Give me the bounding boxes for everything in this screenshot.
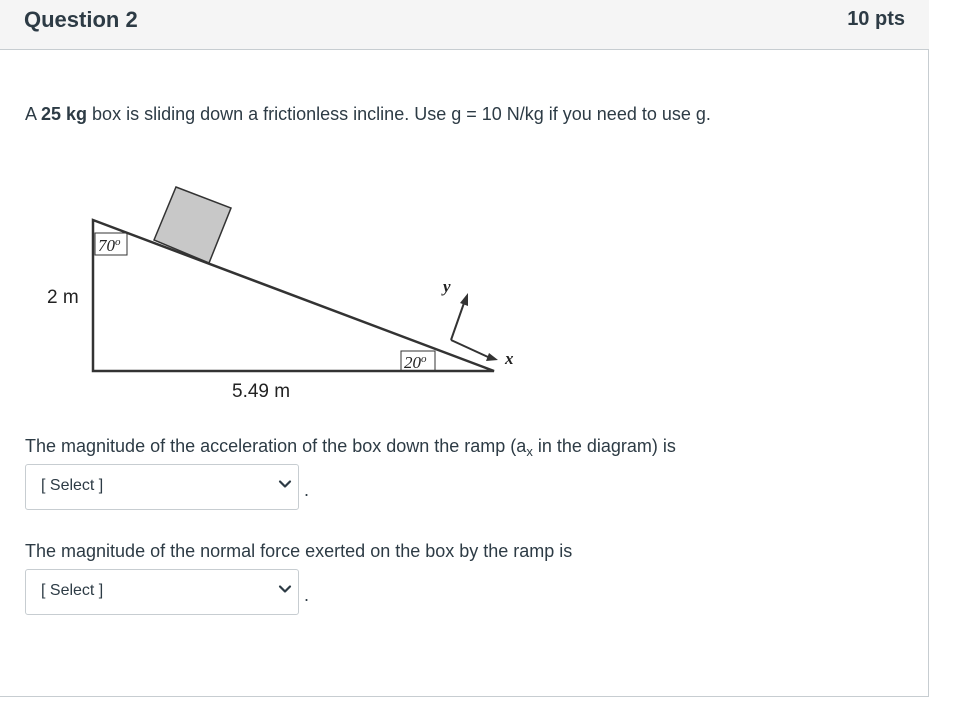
- intro-mass: 25 kg: [41, 104, 88, 124]
- intro-prefix: A: [25, 104, 42, 124]
- ramp-triangle: [93, 220, 494, 371]
- height-label: 2 m: [47, 287, 79, 308]
- acceleration-period: .: [304, 480, 310, 500]
- question-header: [0, 0, 929, 50]
- prompt-acceleration-before: The magnitude of the acceleration of the box down the ramp (a: [25, 436, 527, 456]
- x-axis-line: [451, 340, 488, 357]
- y-axis-arrowhead: [460, 293, 468, 306]
- incline-diagram: [40, 180, 540, 410]
- top-angle-label: 70$^o$: [98, 236, 121, 255]
- box: [154, 187, 231, 263]
- intro-rest: box is sliding down a frictionless incline. Use g = 10 N/kg if you need to use g.: [87, 104, 711, 124]
- bottom-angle-label: 20$^o$: [404, 353, 427, 372]
- normal-force-period: .: [304, 585, 310, 605]
- chevron-down-icon: [278, 582, 292, 596]
- prompt-normal-force: [25, 541, 572, 562]
- x-axis-arrowhead: [486, 353, 498, 361]
- prompt-acceleration-after: in the diagram) is: [532, 436, 676, 456]
- base-label: 5.49 m: [232, 381, 291, 402]
- prompt-acceleration: [25, 436, 676, 459]
- prompt-normal-force-text: The magnitude of the normal force exerted on the box by the ramp is: [25, 541, 573, 561]
- chevron-down-icon: [278, 477, 292, 491]
- acceleration-select-value: [ Select ]: [41, 477, 104, 494]
- y-axis-line: [451, 303, 464, 340]
- question-intro: [25, 104, 711, 125]
- question-points: 10 pts: [847, 8, 905, 30]
- normal-force-select[interactable]: [25, 569, 299, 615]
- acceleration-select[interactable]: [25, 464, 299, 510]
- prompt-acceleration-subscript: x: [526, 444, 533, 459]
- question-title: Question 2: [24, 7, 138, 32]
- x-axis-label: x: [505, 349, 514, 368]
- y-axis-label: y: [443, 277, 451, 296]
- normal-force-select-value: [ Select ]: [41, 582, 104, 599]
